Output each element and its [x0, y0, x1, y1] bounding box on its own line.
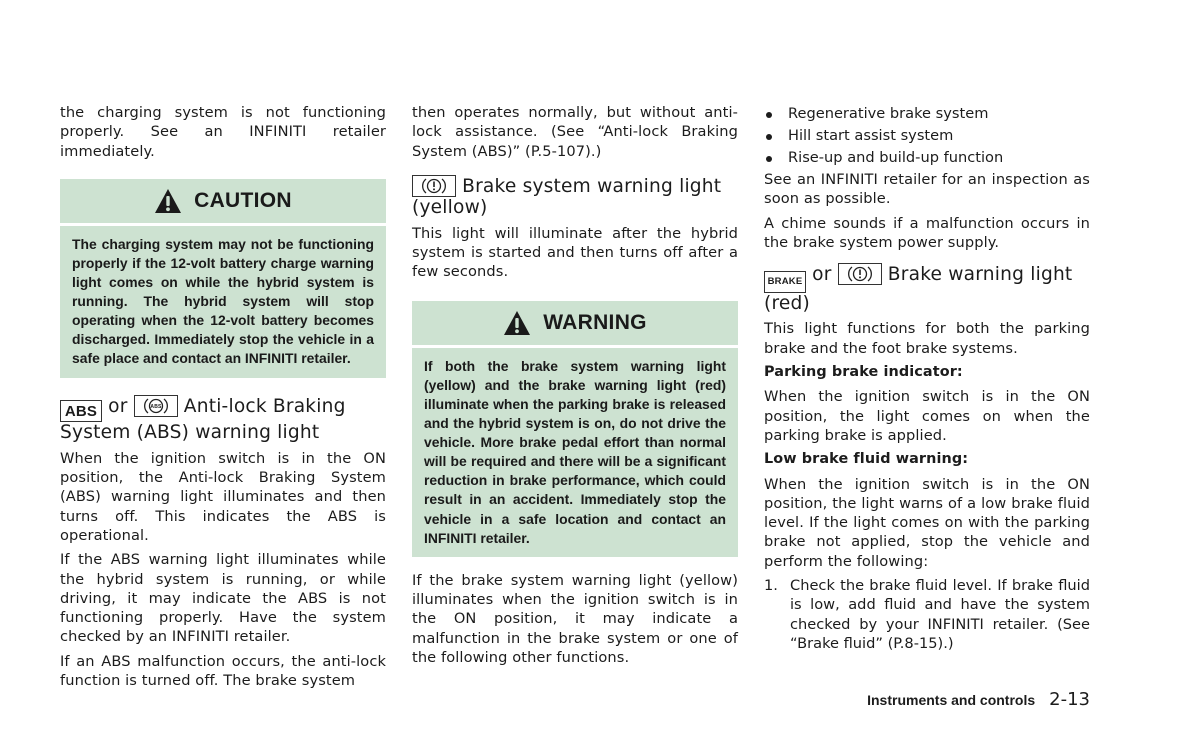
- paragraph: When the ignition switch is in the ON position, the Anti-lock Braking System (ABS) warning light illuminates and then turns off. This indicates the ABS is operational.: [60, 449, 386, 544]
- list-item: Hill start assist system: [764, 125, 1090, 147]
- or-text: or: [108, 395, 128, 417]
- brake-heading-title: Brake warning light (red): [764, 264, 1073, 314]
- warning-title: WARNING: [543, 310, 647, 334]
- list-item: Rise-up and build-up function: [764, 147, 1090, 169]
- column-2: [412, 103, 738, 667]
- step-number: 1.: [764, 577, 778, 594]
- paragraph: the charging system is not functioning properly. See an INFINITI retailer immediately.: [60, 104, 386, 160]
- caution-text: The charging system may not be functioning properly if the 12-volt battery charge warning light comes on while the hybrid system is running. The hybrid system will stop operating when the 12-volt battery becomes discharged. Immediately stop the vehicle in a safe place and contact an INFINITI retailer.: [72, 235, 374, 367]
- warning-text: If both the brake system warning light (yellow) and the brake warning light (red) illuminate when the parking brake is released and the hybrid system is on, do not drive the vehicle. More brake pedal effort than normal will be required and there will be a significant reduction in brake performance, which could result in an accident. Immediately stop the vehicle in a safe location and contact an INFINITI retailer.: [424, 357, 726, 546]
- abs-circle-icon: [134, 395, 178, 417]
- bullet-list: [764, 103, 1090, 169]
- brake-label-icon: BRAKE: [764, 271, 806, 293]
- warning-box: [412, 301, 738, 557]
- warning-triangle-icon: [503, 310, 531, 336]
- caution-title: CAUTION: [194, 188, 292, 212]
- abs-heading-title: Anti-lock Braking System (ABS) warning light: [60, 395, 346, 444]
- numbered-step: [764, 576, 1090, 653]
- paragraph: When the ignition switch is in the ON position, the light warns of a low brake fluid level. If the light comes on with the parking brake not applied, stop the vehicle and perform the following:: [764, 475, 1090, 570]
- caution-box: [60, 179, 386, 378]
- section-title: Instruments and controls: [867, 692, 1036, 708]
- list-item: Regenerative brake system: [764, 103, 1090, 125]
- paragraph: This light will illuminate after the hybrid system is started and then turns off after a few seconds.: [412, 224, 738, 281]
- subheading: Parking brake indicator:: [764, 364, 963, 381]
- brake-system-heading-title: Brake system warning light (yellow): [412, 175, 722, 219]
- brake-warning-heading: [764, 263, 1090, 314]
- paragraph: If an ABS malfunction occurs, the anti-lock function is turned off. The brake system: [60, 652, 386, 690]
- paragraph: See an INFINITI retailer for an inspection as soon as possible.: [764, 171, 1090, 208]
- paragraph: If the brake system warning light (yellow) illuminates when the ignition switch is in the ON position, it may indicate a malfunction in the brake system or one of the following other functions.: [412, 571, 738, 666]
- paragraph: When the ignition switch is in the ON position, the light comes on when the parking brake is applied.: [764, 388, 1090, 444]
- brake-circle-icon: [838, 263, 882, 285]
- brake-circle-icon: [412, 175, 456, 197]
- svg-text:ABS: ABS: [150, 403, 162, 410]
- subheading: Low brake fluid warning:: [764, 451, 969, 468]
- column-3: [764, 103, 1090, 653]
- page-number: 2-13: [1049, 689, 1090, 710]
- warning-triangle-icon: [154, 188, 182, 214]
- brake-system-warning-heading: [412, 175, 738, 219]
- caution-header: [60, 179, 386, 226]
- step-text: Check the brake fluid level. If brake fluid is low, add fluid and have the system checked by your INFINITI retailer. (See “Brake fluid” (P.8-15).): [790, 577, 1090, 652]
- warning-header: [412, 301, 738, 348]
- abs-warning-heading: [60, 395, 386, 444]
- paragraph: This light functions for both the parking brake and the foot brake systems.: [764, 320, 1090, 357]
- column-1: [60, 103, 386, 690]
- or-text: or: [812, 264, 832, 286]
- paragraph: then operates normally, but without anti-lock assistance. (See “Anti-lock Braking System (ABS)” (P.5-107).): [412, 104, 738, 160]
- abs-label-icon: ABS: [60, 400, 102, 422]
- paragraph: A chime sounds if a malfunction occurs in the brake system power supply.: [764, 214, 1090, 251]
- paragraph: If the ABS warning light illuminates while the hybrid system is running, or while driving, it may indicate the ABS is not functioning properly. Have the system checked by an INFINITI retailer.: [60, 551, 386, 646]
- page-footer: [867, 689, 1090, 710]
